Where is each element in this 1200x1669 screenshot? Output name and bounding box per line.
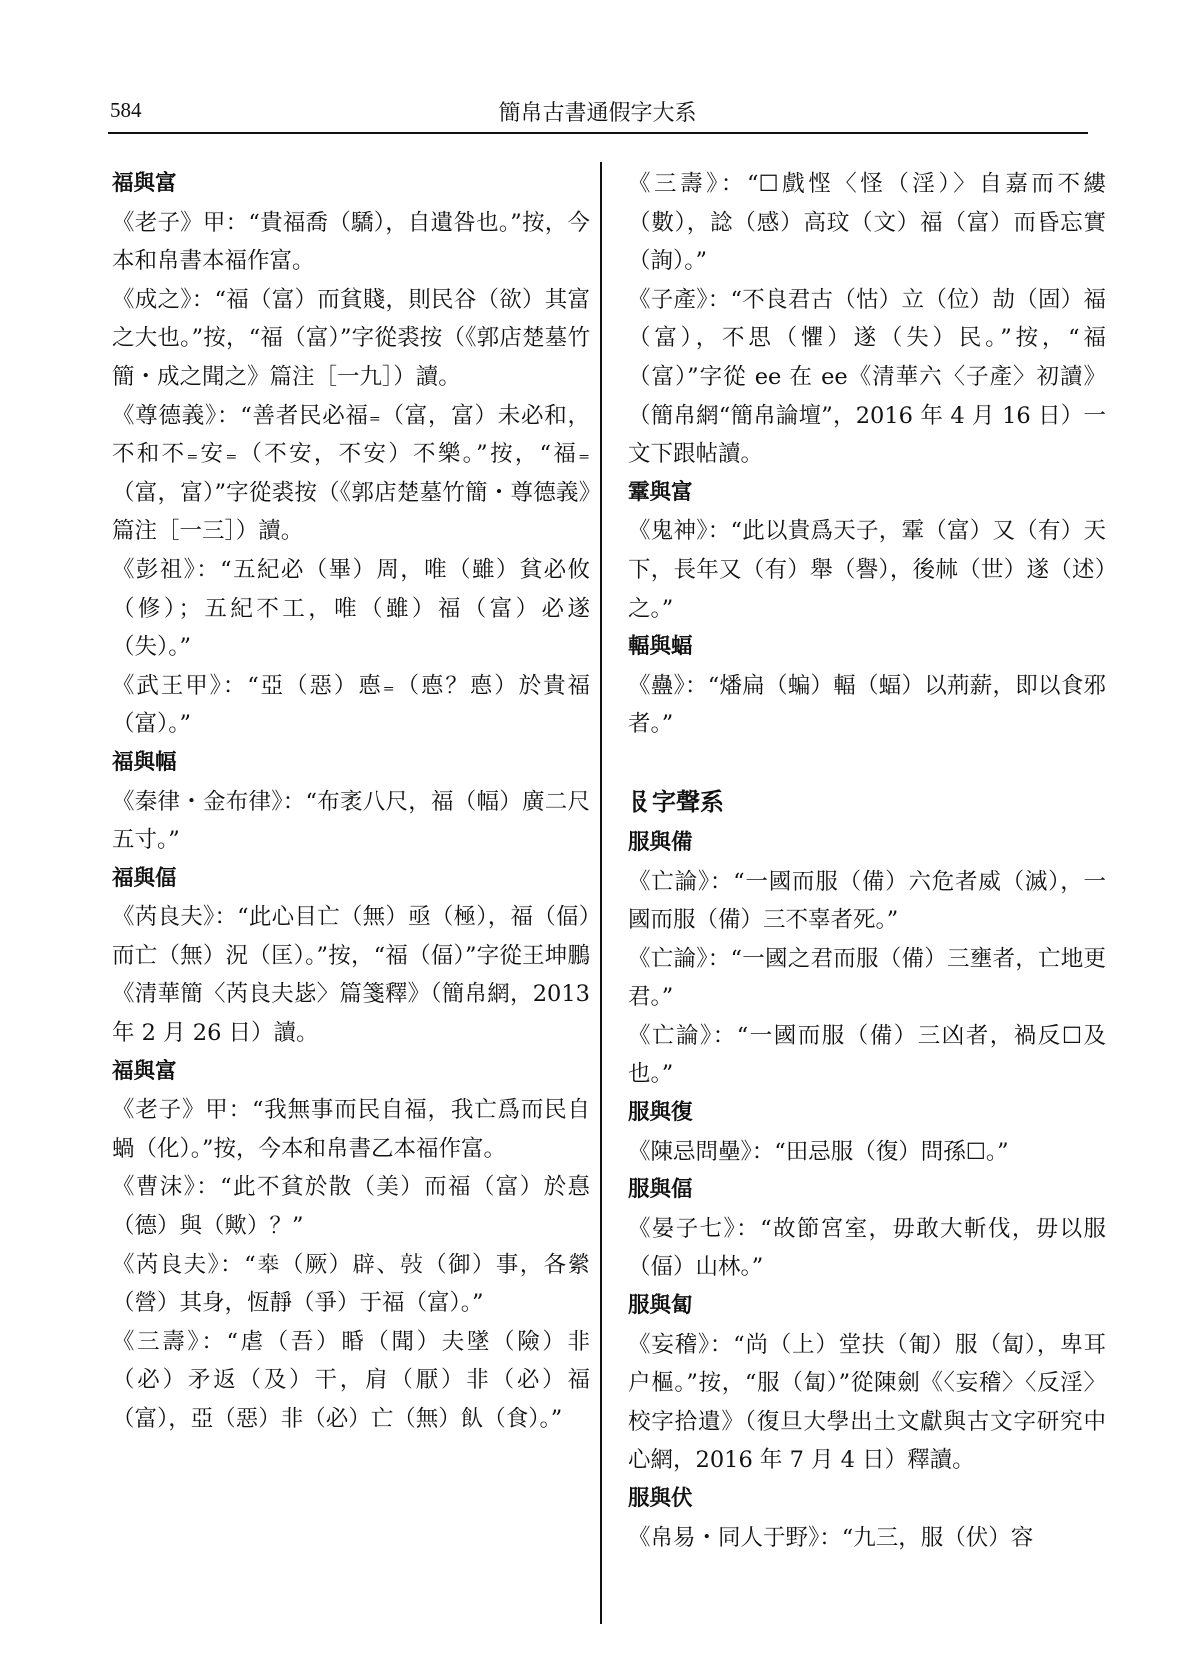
entry-heading: 福與富 bbox=[112, 171, 177, 196]
right-column bbox=[628, 165, 1106, 1557]
entry-heading: 服與偪 bbox=[628, 1177, 693, 1203]
header-rule bbox=[108, 132, 1088, 134]
entry-heading: 服與匐 bbox=[628, 1293, 693, 1319]
entry-heading: 䨣與富 bbox=[628, 479, 693, 505]
citation-paragraph: 《亡論》：“一國之君而服（備）三壅者，亡地更君。” bbox=[628, 945, 1106, 1011]
entry-heading: 服與復 bbox=[628, 1100, 693, 1126]
page-number: 584 bbox=[110, 98, 142, 122]
page-header bbox=[110, 92, 1085, 132]
citation-paragraph: 《妄稽》：“尚（上）堂扶（匍）服（匐），卑耳户樞。”按，“服（匐）”從陳劍《〈妄稽〉〈反淫〉校字拾遺》（復旦大學出土文獻與古文字研究中心網，2016 年 7 月 4 日）釋讀。 bbox=[628, 1331, 1106, 1474]
citation-paragraph: 《亡論》：“一國而服（備）三凶者，禍反☐及也。” bbox=[628, 1022, 1106, 1088]
citation-paragraph: 《帛易・同人于野》：“九三，服（伏）容 bbox=[628, 1524, 1034, 1551]
citation-paragraph: 《尊德義》：“善者民必福₌（富，富）未必和，不和不₌安₌（不安，不安）不樂。”按，“福₌（富，富）”字從裘按（《郭店楚墓竹簡・尊德義》篇注［一三］）讀。 bbox=[112, 402, 590, 545]
column-divider bbox=[600, 162, 602, 1624]
entry-heading: 輻與蝠 bbox=[628, 634, 693, 660]
citation-paragraph: 《鬼神》：“此以貴爲天子，䨣（富）又（有）天下，長年又（有）舉（譽），後𣏟（世）遂（述）之。” bbox=[628, 518, 1106, 622]
citation-paragraph: 《武王甲》：“亞（惡）㥁₌（㥁？㥁）於貴福（富）。” bbox=[112, 672, 590, 738]
running-title: 簡帛古書通假字大系 bbox=[498, 101, 697, 126]
citation-paragraph: 《陳忌問壘》：“田忌服（復）問孫☐。” bbox=[628, 1138, 1009, 1165]
left-column bbox=[112, 165, 590, 1439]
entry-heading: 服與伏 bbox=[628, 1486, 693, 1511]
citation-paragraph: 《芮良夫》：“𠦪（厥）辟、𢾊（御）事，各縈（營）其身，恆靜（爭）于福（富）。” bbox=[112, 1251, 590, 1317]
citation-paragraph: 《彭祖》：“五紀必（畢）周，唯（雖）貧必攸（修）；五紀不工，唯（雖）福（富）必遂（失）。” bbox=[112, 556, 590, 661]
citation-paragraph: 《成之》：“福（富）而貧賤，則民谷（欲）其富之大也。”按，“福（富）”字從裘按（《郭店楚墓竹簡・成之聞之》篇注［一九］）讀。 bbox=[112, 286, 590, 390]
entry-heading: 福與幅 bbox=[112, 749, 177, 775]
citation-paragraph: 《秦律・金布律》：“布袤八尺，福（幅）廣二尺五寸。” bbox=[112, 788, 590, 854]
citation-paragraph: 《三壽》：“☐戲悭〈怪（淫）〉自嘉而不縷（數），諗（感）高玟（文）福（富）而昏忘實（詢）。” bbox=[628, 171, 1106, 275]
citation-paragraph: 《蠱》：“燔扁（蝙）輻（蝠）以荊薪，即以食邪者。” bbox=[628, 672, 1106, 738]
citation-paragraph: 《晏子七》：“故節宮室，毋敢大斬伐，毋以服（偪）山林。” bbox=[628, 1215, 1106, 1281]
entry-heading: 服與備 bbox=[628, 829, 693, 855]
section-heading: 𠬝字聲系 bbox=[628, 787, 724, 816]
citation-paragraph: 《芮良夫》：“此心目亡（無）亟（極），福（偪）而亡（無）況（匡）。”按，“福（偪）”字從王坤鵬《清華簡〈芮良夫毖〉篇箋釋》（簡帛網，2013 年 2 月 26 日）讀。 bbox=[112, 904, 590, 1047]
citation-paragraph: 《曹沫》：“此不貧於散（美）而福（富）於惪（德）與（歟）？” bbox=[112, 1174, 590, 1240]
citation-paragraph: 《老子》甲：“我無事而民自福，我亡爲而民自蝸（化）。”按，今本和帛書乙本福作富。 bbox=[112, 1097, 590, 1162]
citation-paragraph: 《子產》：“不良君古（怙）立（位）劼（固）福（富），不思（懼）遂（失）民。”按，“福（富）”字從 ee 在 ee《清華六〈子產〉初讀》（簡帛網“簡帛論壇”，2016 年 4 月 16 日）一文下跟帖讀。 bbox=[628, 286, 1106, 468]
entry-heading: 福與富 bbox=[112, 1058, 177, 1084]
citation-paragraph: 《三壽》：“虐（吾）睧（聞）夫墜（險）非（必）矛返（及）干，肩（厭）非（必）福（富），亞（惡）非（必）亡（無）飤（食）。” bbox=[112, 1328, 590, 1432]
citation-paragraph: 《亡論》：“一國而服（備）六危者威（滅），一國而服（備）三不辜者死。” bbox=[628, 868, 1106, 934]
entry-heading: 福與偪 bbox=[112, 865, 177, 891]
citation-paragraph: 《老子》甲：“貴福喬（驕），自遺咎也。”按，今本和帛書本福作富。 bbox=[112, 209, 590, 275]
